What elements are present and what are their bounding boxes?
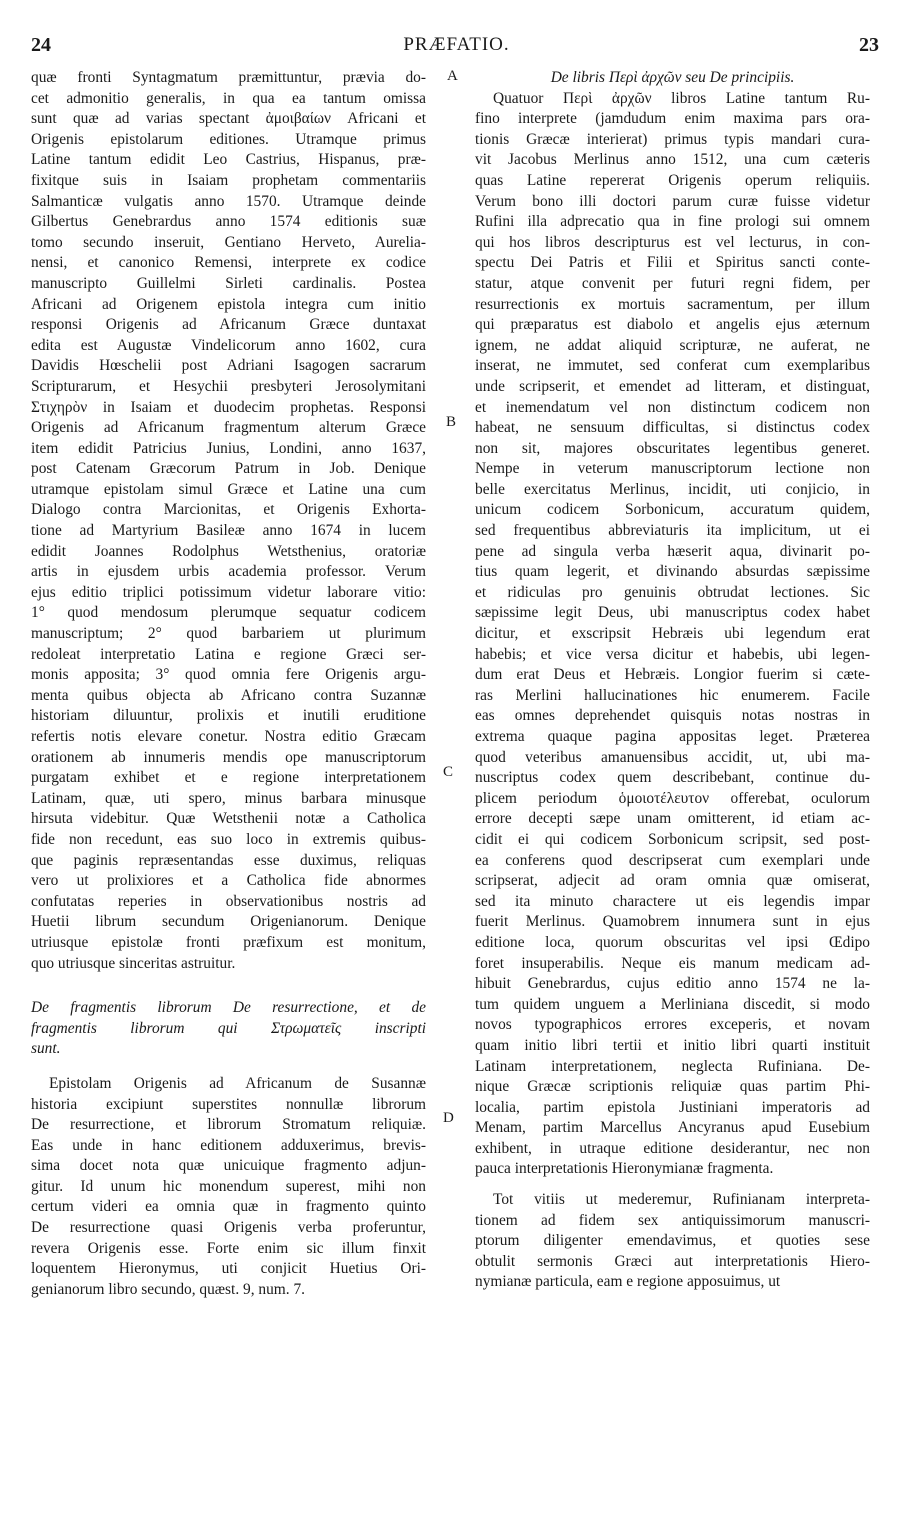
left-p1-line: manuscriptum; 2° quod barbariem ut plurimum bbox=[31, 625, 426, 643]
left-p2-line: Eas unde in hanc editionem adduxerimus, brevis- bbox=[31, 1136, 426, 1154]
left-p1-line: purgatam exhibet et e regione interpretationem bbox=[31, 769, 426, 787]
left-p1-line: 1° quod mendosum plerumque sequatur codicem bbox=[31, 604, 426, 622]
right-p1-line: extrema quaque pagina appositas leget. Præterea bbox=[475, 728, 870, 745]
left-p1-line: refertis notis elevare conetur. Nostra editio Græcam bbox=[31, 728, 426, 745]
right-p1-line: et ridiculas pro genuinis obtrudat lectiones. Sic bbox=[475, 583, 870, 601]
right-p1-line: nique Græcæ scriptionis reliquiæ quas partim Phi- bbox=[475, 1078, 870, 1096]
left-p1-line: tione ad Martyrium Basileæ anno 1674 in lucem bbox=[31, 522, 426, 540]
right-p1-line: sed frequentibus abbreviaturis ita implicitum, ut ei bbox=[475, 522, 870, 540]
right-p2-line: Tot vitiis ut mederemur, Rufinianam interpreta- bbox=[493, 1191, 870, 1209]
margin-letter-d: D bbox=[443, 1110, 454, 1126]
left-p1-line: orationem ab innumeris mendis ope manuscriptorum bbox=[31, 748, 426, 766]
left-p2-line: sima docet nota quæ unicuique fragmento adjun- bbox=[31, 1157, 426, 1175]
running-title: PRÆFATIO. bbox=[403, 34, 510, 55]
right-p1-line: dum erat Deus et Hebræis. Longior fuerim si cæte- bbox=[475, 666, 870, 684]
right-p1-line: Verum bono illi doctori parum curæ fuisse videtur bbox=[475, 192, 870, 210]
right-p1-line: resurrectionis ex mortuis sacramentum, per illum bbox=[475, 295, 870, 313]
right-p1-line: tum quidem unguem a Merliniana discedit, si modo bbox=[475, 995, 870, 1013]
right-p1-line: qui hos libros descripturus est vel lecturus, in con- bbox=[475, 233, 870, 251]
right-p1-line: hibuit Genebrardus, cujus editio anno 1574 ne la- bbox=[475, 975, 870, 993]
right-p1-line: exhibent, in utraque editione desiderantur, nec non bbox=[475, 1139, 870, 1157]
right-p2-line: tionem ad fidem sex antiquissimorum manuscri- bbox=[475, 1211, 870, 1229]
left-p2-line: loquentem Hieronymus, uti conjicit Huetius Ori- bbox=[31, 1260, 426, 1278]
right-p1-line: Menam, partim Marcellus Ancyranus apud Eusebium bbox=[475, 1119, 870, 1137]
right-p1-line: habeat, ne sensuum difficultas, si distinctus codex bbox=[475, 419, 870, 437]
left-p1-line: tomo secundo inseruit, Gentiano Herveto, Aurelia- bbox=[31, 233, 426, 251]
left-page-number: 24 bbox=[31, 34, 51, 56]
left-p1-line: Latine tantum edidit Leo Castrius, Hispanus, præ- bbox=[31, 151, 426, 169]
right-p1-line: statur, atque convenit per futuri regni fidem, per bbox=[475, 274, 870, 292]
left-p1-line: redoleat interpretatio Latina e regione Græci ser- bbox=[31, 645, 426, 663]
right-paragraph-2 bbox=[475, 1190, 870, 1293]
right-p1-line: pauca interpretationis Hieronymianæ fragmenta. bbox=[475, 1160, 774, 1178]
right-p1-line: spectu Dei Patris et Filii et Spiritus sancti conte- bbox=[475, 254, 870, 272]
right-p1-line: ea conferens quod descripserat cum exemplari unde bbox=[475, 851, 870, 869]
right-p1-line: quam initio libri tertii et initio libri quarti instituit bbox=[475, 1036, 870, 1054]
left-p2-line: genianorum libro secundo, quæst. 9, num. 7. bbox=[31, 1280, 306, 1298]
left-p1-line: Gilbertus Genebrardus anno 1574 editionis suæ bbox=[31, 213, 426, 231]
left-p1-line: Huetii librum secundum Origenianorum. Denique bbox=[31, 913, 426, 931]
right-p2-line: obtulit sermonis Græci aut interpretationis Hiero- bbox=[475, 1252, 870, 1270]
right-p1-line: et inemendatum vel non distinctum codicem non bbox=[475, 398, 870, 416]
left-p1-line: Origenis epistolarum editiones. Utramque primus bbox=[31, 130, 426, 148]
right-p2-line: ptorum diligenter emendavimus, et quoties sese bbox=[475, 1232, 870, 1250]
left-p1-line: manuscripto Guillelmi Sirleti cardinalis. Postea bbox=[31, 274, 426, 292]
right-p1-line: unicum codicem Sorbonicum, accuratum quidem, bbox=[475, 501, 870, 519]
right-p1-line: errore decepti sæpe unam omitterent, id etiam ac- bbox=[475, 810, 870, 828]
right-p1-line: scripserat, adjecit ad oram omnia quæ omiserat, bbox=[475, 872, 870, 890]
right-p1-line: dicitur, et exscripsit Hebræis ubi legendum erat bbox=[475, 625, 870, 643]
right-p1-line: quas Latine repererat Origenis operum reliquiis. bbox=[475, 171, 870, 189]
left-p1-line: vero ut prolixiores et a Catholica fide abnormes bbox=[31, 872, 426, 890]
margin-letter-b: B bbox=[446, 414, 457, 430]
left-p2-line: De resurrectione quasi Origenis verba proferuntur, bbox=[31, 1219, 426, 1237]
left-column bbox=[31, 68, 426, 1300]
right-p1-line: Nempe in veterum manuscriptorum lectione non bbox=[475, 460, 870, 478]
left-p1-line: utriusque epistolæ fronti præfixum est monitum, bbox=[31, 933, 426, 951]
right-p1-line: localia, partim epistola Justiniani imperatoris ad bbox=[475, 1098, 870, 1116]
right-page-number: 23 bbox=[859, 34, 879, 56]
right-p1-line: cidit ei qui codicem Sorbonicum scripsit, sed post- bbox=[475, 830, 870, 848]
right-p1-line: pene ad singula verba hæserit aqua, divinarit po- bbox=[475, 542, 870, 560]
right-p2-line: nymianæ particula, eam e regione apposuimus, ut bbox=[475, 1273, 781, 1291]
left-p1-line: quo utriusque sinceritas astruitur. bbox=[31, 954, 236, 972]
left-p1-line: edita est Augustæ Vindelicorum anno 1602, cura bbox=[31, 336, 426, 354]
right-p1-line: tionis Græcæ interierat) primus typis mandari cura- bbox=[475, 130, 870, 148]
left-p1-line: que paginis repræsentandas esse duximus, reliquas bbox=[31, 851, 426, 869]
left-p1-line: edidit Joannes Rodolphus Wetsthenius, oratoriæ bbox=[31, 542, 426, 560]
right-p1-line: sed ita minuto charactere ut eis legendis impar bbox=[475, 892, 870, 910]
left-p1-line: fixitque suis in Isaiam prophetam commentariis bbox=[31, 171, 426, 189]
right-p1-line: plicem periodum ὁμοιοτέλευτον offerebat, oculorum bbox=[475, 789, 870, 807]
left-p1-line: nensi, et canonico Remensi, interprete ex codice bbox=[31, 254, 426, 272]
right-p1-line: Rufini illa adprecatio qua in fine prologi sui omnem bbox=[475, 213, 870, 231]
right-p1-line: editione loca, quorum obscuritas vel ipsi Œdipo bbox=[475, 933, 870, 951]
left-p1-line: Origenis ad Africanum fragmentum alterum Græce bbox=[31, 419, 426, 437]
right-p1-line: Quatuor Περὶ ἀρχῶν libros Latine tantum Ru- bbox=[493, 89, 870, 107]
left-p1-line: Dialogo contra Marcionitas, et Origenis Exhorta- bbox=[31, 501, 426, 519]
left-p2-line: historia excipiunt superstites nonnullæ librorum bbox=[31, 1095, 426, 1113]
left-heading2-line: sunt. bbox=[31, 1040, 61, 1058]
fragmenta-heading bbox=[31, 998, 426, 1060]
right-p1-line: qui præparatus est diabolo et angelis ejus æternum bbox=[475, 316, 870, 334]
left-p1-line: Africani ad Origenem epistola integra cum initio bbox=[31, 295, 426, 313]
left-p1-line: quæ fronti Syntagmatum præmittuntur, prævia do- bbox=[31, 69, 426, 86]
right-p1-line: foret insuperabilis. Neque eis manum medicam ad- bbox=[475, 954, 870, 972]
margin-letter-c: C bbox=[443, 764, 454, 780]
left-p1-line: Salmanticæ vulgatis anno 1570. Utramque deinde bbox=[31, 192, 426, 210]
right-p1-line: inserat, ne immutet, sed conferat cum exemplaribus bbox=[475, 357, 870, 375]
left-p1-line: Latinam, quæ, uti spero, minus barbara minusque bbox=[31, 789, 426, 807]
right-p1-line: ras Merlini hallucinationes hic enumerem. Facile bbox=[475, 686, 870, 704]
left-p1-line: sunt quæ ad varias spectant ἀμοιβαίων Africani et bbox=[31, 110, 426, 128]
left-paragraph-2 bbox=[31, 1074, 426, 1301]
right-p1-line: vit Jacobus Merlinus anno 1512, una cum cæteris bbox=[475, 151, 870, 169]
right-p1-line: eas omnes deprehendet quisquis notas nostras in bbox=[475, 707, 870, 725]
right-p1-line: nuscriptus codex quem describebant, continue du- bbox=[475, 769, 870, 787]
left-p1-line: fide non recedunt, eas suo loco in extremis quibus- bbox=[31, 830, 426, 848]
left-p1-line: cet admonitio generalis, in qua ea tantum omissa bbox=[31, 89, 426, 107]
left-p1-line: confutatas reperies in observationibus nostris ad bbox=[31, 892, 426, 910]
left-p1-line: responsi Origenis ad Africanum Græce duntaxat bbox=[31, 316, 426, 334]
left-p2-line: certum videri ea omnia quæ in fragmento quinto bbox=[31, 1198, 426, 1216]
right-p1-line: fuerit Merlinus. Quamobrem innumera sunt in ejus bbox=[475, 913, 870, 931]
left-p1-line: post Catenam Græcorum Patrum in Job. Denique bbox=[31, 460, 426, 478]
left-p1-line: Στιχηρὸν in Isaiam et duodecim prophetas. Responsi bbox=[31, 398, 426, 416]
left-p2-line: gitur. Id unum hic monendum superest, mihi non bbox=[31, 1177, 426, 1195]
left-p1-line: item edidit Patricius Junius, Londini, anno 1637, bbox=[31, 439, 426, 457]
right-p1-line: belle exercitatus Merlinus, incidit, uti conjicio, in bbox=[475, 480, 870, 498]
left-p1-line: ejus editio triplici potissimum videtur laborare vitio: bbox=[31, 583, 426, 601]
left-p1-line: Davidis Hœschelii post Adriani Isagogen sacrarum bbox=[31, 357, 426, 375]
principiis-heading: De libris Περὶ ἀρχῶν seu De principiis. bbox=[550, 69, 795, 86]
left-paragraph-1 bbox=[31, 68, 426, 974]
left-heading2-line: De fragmentis librorum De resurrectione, et de bbox=[31, 999, 426, 1017]
left-p1-line: utramque epistolam simul Græce et Latine una cum bbox=[31, 480, 426, 498]
left-p2-line: De resurrectione, et librorum Stromatum reliquiæ. bbox=[31, 1116, 426, 1134]
right-p1-line: fino interprete (jamdudum enim maxima pars ora- bbox=[475, 110, 870, 128]
right-p1-line: novos typographicos errores exceperis, et novam bbox=[475, 1016, 870, 1034]
right-column bbox=[475, 68, 870, 1293]
right-paragraph-1 bbox=[475, 89, 870, 1180]
right-p1-line: habebis; et vice versa dicitur et habebis, ubi legen- bbox=[475, 645, 870, 663]
right-p1-line: sæpissime legit Deus, ubi manuscriptus codex habet bbox=[475, 604, 870, 622]
left-p1-line: hirsuta videbitur. Quæ Wetsthenii notæ a Catholica bbox=[31, 810, 426, 828]
right-p1-line: unde scripserit, et emendet ad litteram, et distinguat, bbox=[475, 377, 870, 395]
left-p2-line: revera Origenis esse. Forte enim sic illum finxit bbox=[31, 1239, 426, 1257]
right-p1-line: ignem, ne addat aliquid scripturæ, ne auferat, ne bbox=[475, 336, 870, 354]
left-p2-line: Epistolam Origenis ad Africanum de Susannæ bbox=[49, 1074, 426, 1092]
right-p1-line: non sit, majores obscuritates legentibus generet. bbox=[475, 439, 870, 457]
left-p1-line: Scripturarum, et Hesychii presbyteri Jerosolymitani bbox=[31, 377, 426, 395]
left-p1-line: artis in ejusdem urbis academia professor. Verum bbox=[31, 563, 426, 581]
right-p1-line: Latinam interpretationem, neglecta Rufiniana. De- bbox=[475, 1057, 870, 1075]
left-heading2-line: fragmentis librorum qui Στρωματεῖς inscripti bbox=[31, 1019, 426, 1037]
right-p1-line: quod veteribus amanuensibus accidit, ut, ubi ma- bbox=[475, 748, 870, 766]
left-p1-line: historiam diluuntur, prolixis et inutili eruditione bbox=[31, 707, 426, 725]
left-p1-line: menta quibus objecta ab Africano contra Suzannæ bbox=[31, 686, 426, 704]
left-p1-line: monis apposita; 3° quod omnia fere Origenis argu- bbox=[31, 666, 426, 684]
margin-letter-a: A bbox=[447, 68, 458, 84]
right-p1-line: tius quam legerit, et divinando absurdas sæpissime bbox=[475, 563, 870, 581]
